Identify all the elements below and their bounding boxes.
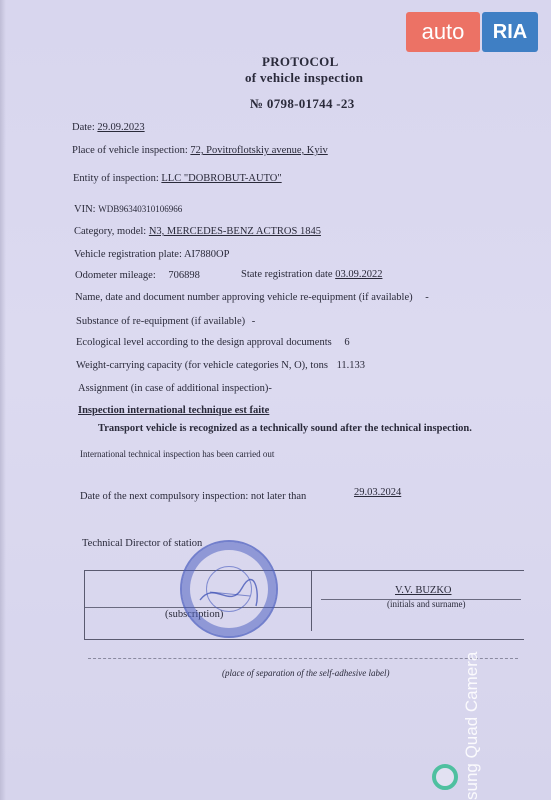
entity-value: LLC "DOBROBUT-AUTO" xyxy=(161,173,282,184)
state-reg-row xyxy=(241,269,382,280)
category-value: N3, MERCEDES-BENZ ACTROS 1845 xyxy=(148,226,321,237)
state-reg-label: State registration date xyxy=(241,269,333,280)
vin-value: WDB96340310106966 xyxy=(98,204,183,214)
vin-label: VIN: xyxy=(74,204,96,215)
date-label: Date: xyxy=(72,122,95,133)
vin-row xyxy=(74,204,182,215)
assignment-label: Assignment (in case of additional inspection)- xyxy=(78,383,272,394)
weight-value: 11.133 xyxy=(336,360,366,371)
logo-ria: RIA xyxy=(482,12,538,52)
plate-row xyxy=(74,249,229,260)
autoria-logo xyxy=(406,12,538,54)
page-edge-shadow xyxy=(0,0,6,800)
date-row xyxy=(72,122,145,133)
intl-inspection-en: International technical inspection has been carried out xyxy=(80,449,275,459)
doc-subtitle: of vehicle inspection xyxy=(245,70,364,85)
plate-value: AI7880OP xyxy=(183,249,230,260)
separation-line xyxy=(88,658,518,659)
director-name: V.V. BUZKO xyxy=(395,585,452,596)
eco-label: Ecological level according to the design approval documents xyxy=(76,337,332,348)
signature-caption: (subscription) xyxy=(165,609,224,620)
intl-inspection-fr: Inspection international technique est faite xyxy=(78,405,270,416)
substance-row xyxy=(76,316,255,327)
stamp-seal-icon xyxy=(180,540,278,638)
separation-caption: (place of separation of the self-adhesive label) xyxy=(222,668,390,678)
signature-scribble-icon xyxy=(180,540,278,638)
signature-table xyxy=(84,570,524,640)
entity-label: Entity of inspection: xyxy=(73,173,159,184)
director-label: Technical Director of station xyxy=(82,538,203,549)
date-value: 29.09.2023 xyxy=(97,122,145,133)
name-caption: (initials and surname) xyxy=(387,599,466,609)
logo-auto: auto xyxy=(406,12,480,52)
doc-title: PROTOCOL xyxy=(262,54,339,69)
odometer-label: Odometer mileage: xyxy=(75,270,156,281)
substance-label: Substance of re-equipment (if available) xyxy=(76,316,246,327)
next-inspection-label: Date of the next compulsory inspection: not later than xyxy=(80,491,307,502)
eco-row xyxy=(76,337,350,348)
reequip-label: Name, date and document number approving vehicle re-equipment (if available) xyxy=(75,292,413,303)
reequip-row xyxy=(75,292,429,303)
category-row xyxy=(74,226,321,237)
substance-value: - xyxy=(251,316,256,327)
eco-value: 6 xyxy=(344,337,350,348)
entity-row xyxy=(73,173,282,184)
odometer-value: 706898 xyxy=(168,270,200,281)
signature-divider xyxy=(311,571,312,631)
camera-watermark: sung Quad Camera xyxy=(462,651,481,800)
weight-label: Weight-carrying capacity (for vehicle categories N, O), tons xyxy=(76,360,328,371)
recognized-statement: Transport vehicle is recognized as a technically sound after the technical inspection. xyxy=(98,423,472,434)
weight-row xyxy=(76,360,365,371)
plate-label: Vehicle registration plate: xyxy=(74,249,182,260)
place-label: Place of vehicle inspection: xyxy=(72,145,188,156)
camera-logo-icon xyxy=(432,764,458,790)
place-row xyxy=(72,145,328,156)
category-label: Category, model: xyxy=(74,226,147,237)
state-reg-value: 03.09.2022 xyxy=(335,269,383,280)
reequip-value: - xyxy=(425,292,429,303)
odometer-row xyxy=(75,270,200,281)
next-inspection-value: 29.03.2024 xyxy=(354,487,402,498)
place-value: 72, Povitroflotskiy avenue, Kyiv xyxy=(190,145,328,156)
doc-number: № 0798-01744 -23 xyxy=(250,96,355,111)
